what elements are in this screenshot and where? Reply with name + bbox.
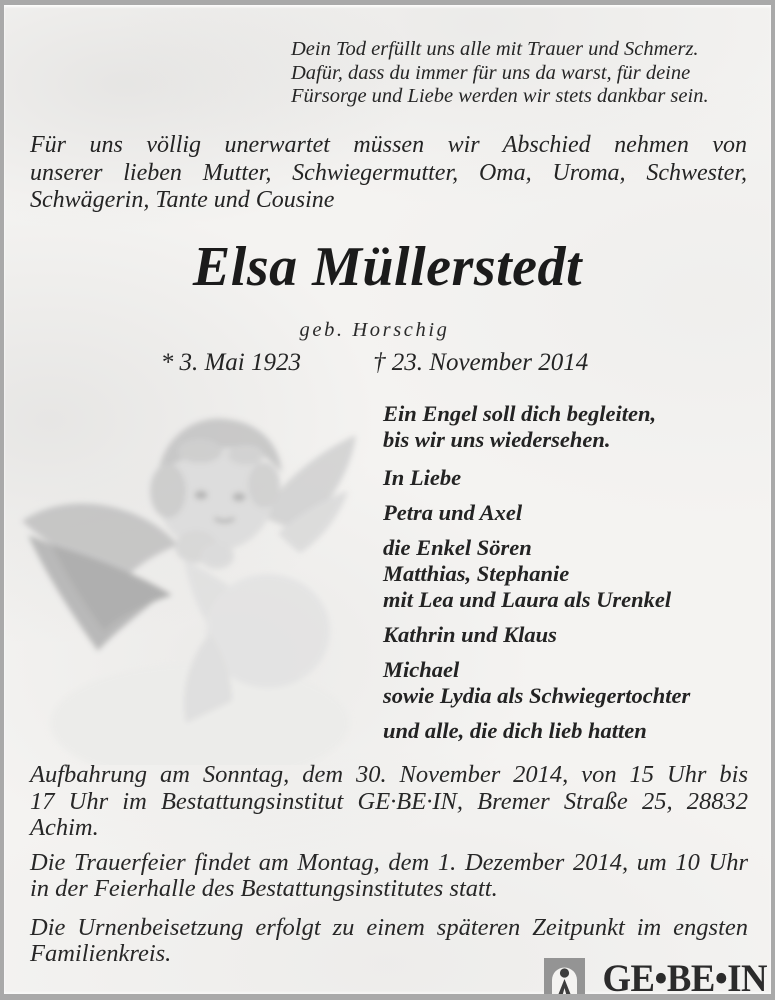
mourner-line: Kathrin und Klaus (383, 622, 557, 647)
announcement-trauerfeier (30, 850, 748, 903)
announcement-line: 17 Uhr im Bestattungsinstitut GE·BE·IN, Bremer Straße 25, 28832 (30, 787, 748, 815)
deceased-name: Elsa Müllerstedt (192, 236, 583, 298)
announcement-aufbahrung (30, 762, 748, 842)
mourner-group (383, 465, 757, 491)
intro-line: unserer lieben Mutter, Schwiegermutter, Oma, Uroma, Schwester, (30, 159, 747, 186)
epigraph-line: Dafür, dass du immer für uns da warst, für deine (291, 61, 691, 84)
epigraph (291, 38, 756, 109)
mourner-group (383, 622, 757, 648)
intro-line: Für uns völlig unerwartet müssen wir Abschied nehmen von (30, 132, 747, 158)
memorial-verse (383, 401, 757, 453)
gebein-logo (544, 958, 767, 999)
verse-line: Ein Engel soll dich begleiten, (383, 401, 657, 426)
verse-line: bis wir uns wiedersehen. (383, 427, 611, 452)
intro-paragraph (30, 132, 747, 215)
mourner-line: Matthias, Stephanie (383, 561, 570, 586)
mourner-line: und alle, die dich lieb hatten (383, 718, 647, 743)
life-dates (0, 349, 758, 377)
person-under-arch-icon (544, 958, 585, 999)
birth-date: * 3. Mai 1923 (160, 349, 302, 376)
epigraph-line: Fürsorge und Liebe werden wir stets dankbar sein. (291, 85, 709, 107)
mourner-line: Michael (383, 657, 460, 682)
announcement-line: Achim. (30, 814, 99, 841)
maiden-name: geb. Horschig (299, 319, 450, 341)
mourner-group (383, 500, 757, 526)
angel-figurine-image (10, 393, 370, 765)
mourner-line: In Liebe (383, 465, 462, 490)
announcement-line: Die Urnenbeisetzung erfolgt zu einem späteren Zeitpunkt im engsten (30, 913, 748, 941)
death-date: † 23. November 2014 (373, 349, 589, 376)
announcements-block (30, 762, 748, 976)
mourner-line: Petra und Axel (383, 500, 523, 525)
mourner-line: sowie Lydia als Schwiegertochter (383, 683, 691, 708)
announcement-line: Die Trauerfeier findet am Montag, dem 1. Dezember 2014, um 10 Uhr (30, 848, 748, 876)
mourner-group (383, 718, 757, 744)
announcement-line: in der Feierhalle des Bestattungsinstitutes statt. (30, 875, 498, 902)
intro-line: Schwägerin, Tante und Cousine (30, 187, 335, 213)
mourners-column (383, 401, 757, 753)
mourner-group (383, 657, 757, 709)
mourner-line: mit Lea und Laura als Urenkel (383, 587, 672, 612)
announcement-line: Familienkreis. (30, 940, 172, 967)
mourner-line: die Enkel Sören (383, 535, 532, 560)
epigraph-line: Dein Tod erfüllt uns alle mit Trauer und Schmerz. (291, 38, 699, 60)
mourner-group (383, 535, 757, 613)
announcement-line: Aufbahrung am Sonntag, dem 30. November 2014, von 15 Uhr bis (30, 761, 748, 788)
gebein-logo-text: GE•BE•IN (602, 957, 767, 1000)
